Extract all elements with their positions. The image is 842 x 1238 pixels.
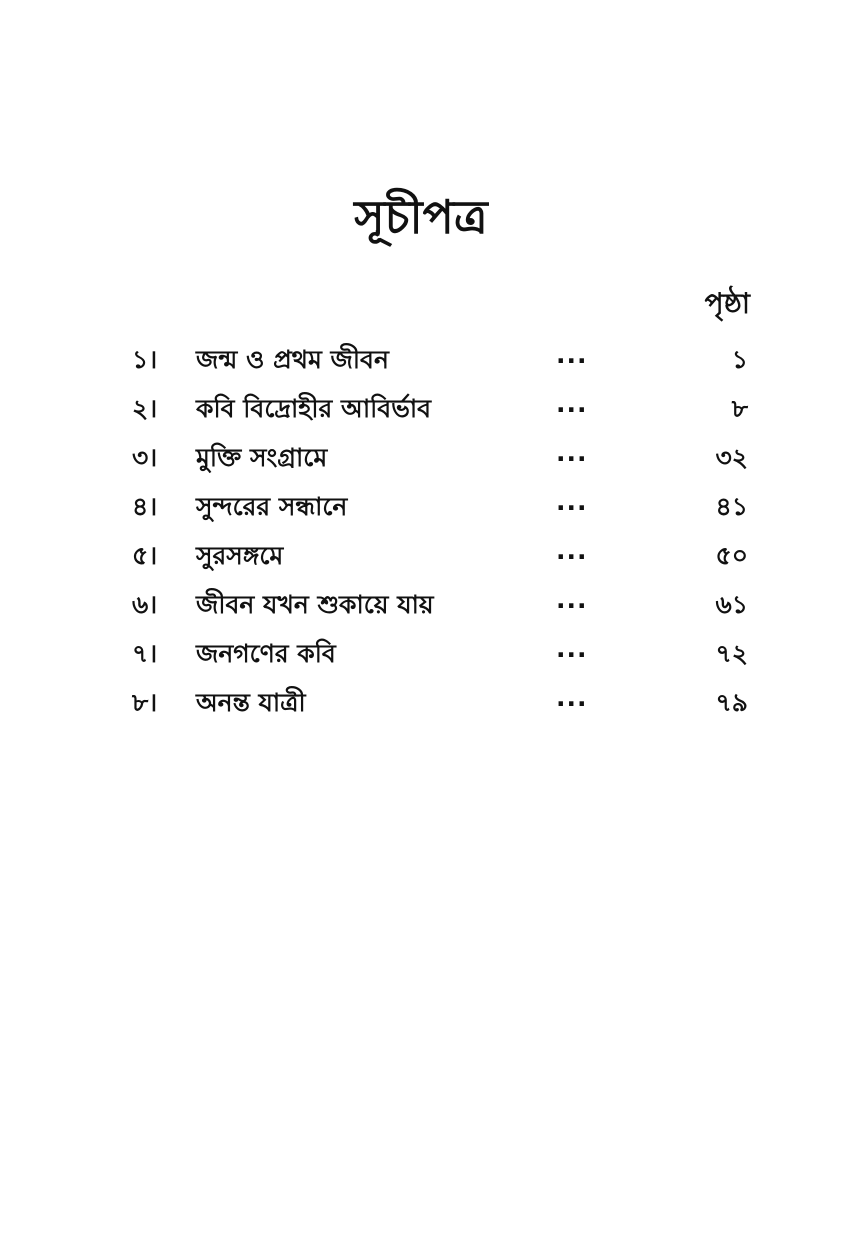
page-title: সূচীপত্র xyxy=(354,190,488,244)
entry-number: ৫। xyxy=(132,541,158,570)
entry-leader: ... xyxy=(556,683,588,712)
toc-entry xyxy=(0,487,842,536)
entry-title: জন্ম ও প্রথম জীবন xyxy=(196,345,389,374)
entry-number: ৪। xyxy=(132,492,158,521)
entry-title: কবি বিদ্রোহীর আবির্ভাব xyxy=(196,394,431,423)
entry-leader: ... xyxy=(556,438,588,467)
entry-title: অনন্ত যাত্রী xyxy=(196,688,306,717)
toc-entry xyxy=(0,389,842,438)
entry-leader: ... xyxy=(556,340,588,369)
entry-title: জনগণের কবি xyxy=(196,639,336,668)
entry-page: ৭২ xyxy=(715,639,748,668)
toc-entry xyxy=(0,683,842,732)
entry-leader: ... xyxy=(556,487,588,516)
entry-page: ৮ xyxy=(731,394,748,423)
entry-leader: ... xyxy=(556,585,588,614)
entry-page: ৬১ xyxy=(715,590,748,619)
entry-leader: ... xyxy=(556,389,588,418)
entry-number: ১। xyxy=(132,345,158,374)
entry-leader: ... xyxy=(556,634,588,663)
toc-entry xyxy=(0,634,842,683)
entry-number: ৮। xyxy=(132,688,158,717)
toc-entry xyxy=(0,438,842,487)
toc-entry xyxy=(0,585,842,634)
entry-number: ২। xyxy=(132,394,158,423)
entry-number: ৩। xyxy=(132,443,158,472)
entry-page: ১ xyxy=(731,345,748,374)
entry-leader: ... xyxy=(556,536,588,565)
toc-entry xyxy=(0,340,842,389)
entry-title: সুরসঙ্গমে xyxy=(196,541,284,570)
table-of-contents xyxy=(0,340,842,732)
entry-page: ৩২ xyxy=(715,443,748,472)
page-column-header: পৃষ্ঠা xyxy=(704,287,750,320)
entry-number: ৭। xyxy=(132,639,158,668)
entry-page: ৪১ xyxy=(715,492,748,521)
entry-page: ৫০ xyxy=(715,541,748,570)
toc-entry xyxy=(0,536,842,585)
entry-title: মুক্তি সংগ্রামে xyxy=(196,443,328,472)
entry-number: ৬। xyxy=(132,590,158,619)
entry-page: ৭৯ xyxy=(715,688,748,717)
entry-title: সুন্দরের সন্ধানে xyxy=(196,492,348,521)
entry-title: জীবন যখন শুকায়ে যায় xyxy=(196,590,434,619)
